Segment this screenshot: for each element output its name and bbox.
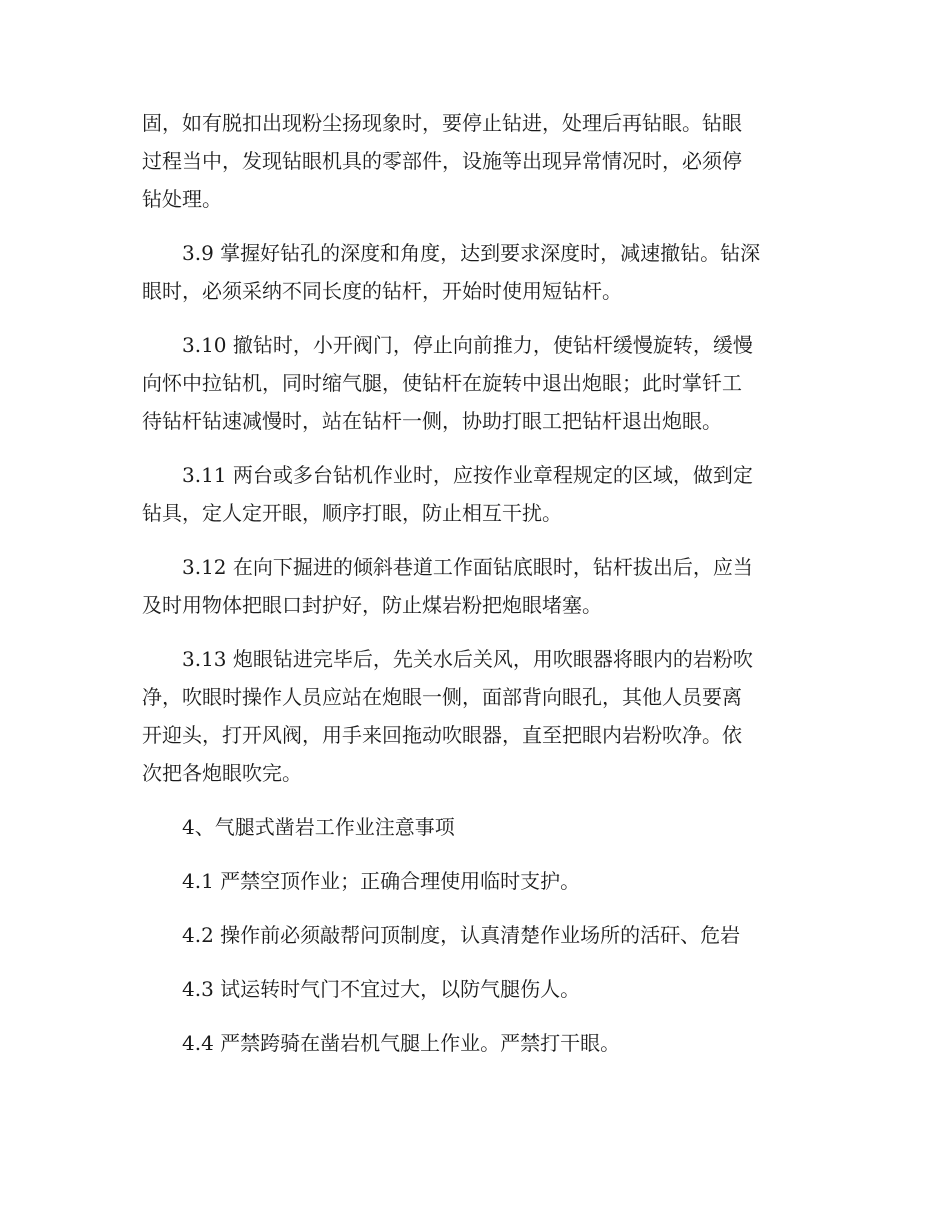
paragraph-3-10 xyxy=(142,326,812,440)
text-line: 及时用物体把眼口封护好，防止煤岩粉把炮眼堵塞。 xyxy=(142,593,602,617)
text-line: 4.4 严禁跨骑在凿岩机气腿上作业。严禁打干眼。 xyxy=(182,1031,621,1055)
text-line: 4.3 试运转时气门不宜过大，以防气腿伤人。 xyxy=(182,977,581,1001)
text-line: 眼时，必须采纳不同长度的钻杆，开始时使用短钻杆。 xyxy=(142,279,622,303)
paragraph-3-9 xyxy=(142,234,812,310)
text-line: 钻具，定人定开眼，顺序打眼，防止相互干扰。 xyxy=(142,501,562,525)
paragraph-3-13 xyxy=(142,640,812,792)
text-line: 次把各炮眼吹完。 xyxy=(142,761,302,785)
text-line: 净，吹眼时操作人员应站在炮眼一侧，面部背向眼孔，其他人员要离 xyxy=(142,685,742,709)
text-line: 4.1 严禁空顶作业；正确合理使用临时支护。 xyxy=(182,869,581,893)
text-line: 钻处理。 xyxy=(142,187,222,211)
text-line: 向怀中拉钻机，同时缩气腿，使钻杆在旋转中退出炮眼；此时掌钎工 xyxy=(142,371,742,395)
text-line: 3.12 在向下掘进的倾斜巷道工作面钻底眼时，钻杆拔出后，应当 xyxy=(182,555,753,579)
text-line: 4、气腿式凿岩工作业注意事项 xyxy=(182,815,455,839)
paragraph-4-4 xyxy=(142,1024,812,1062)
text-line: 3.11 两台或多台钻机作业时，应按作业章程规定的区域，做到定 xyxy=(182,463,753,487)
paragraph-3-12 xyxy=(142,548,812,624)
section-heading-4 xyxy=(142,808,812,846)
paragraph-4-2 xyxy=(142,916,812,954)
paragraph-continuation xyxy=(142,104,812,218)
text-line: 3.9 掌握好钻孔的深度和角度，达到要求深度时，减速撤钻。钻深 xyxy=(182,241,761,265)
text-line: 3.10 撤钻时，小开阀门，停止向前推力，使钻杆缓慢旋转，缓慢 xyxy=(182,333,753,357)
text-line: 固，如有脱扣出现粉尘扬现象时，要停止钻进，处理后再钻眼。钻眼 xyxy=(142,111,742,135)
document-body xyxy=(142,104,812,1078)
text-line: 开迎头，打开风阀，用手来回拖动吹眼器，直至把眼内岩粉吹净。依 xyxy=(142,723,742,747)
text-line: 待钻杆钻速减慢时，站在钻杆一侧，协助打眼工把钻杆退出炮眼。 xyxy=(142,409,722,433)
paragraph-4-3 xyxy=(142,970,812,1008)
paragraph-4-1 xyxy=(142,862,812,900)
paragraph-3-11 xyxy=(142,456,812,532)
text-line: 3.13 炮眼钻进完毕后，先关水后关风，用吹眼器将眼内的岩粉吹 xyxy=(182,647,753,671)
text-line: 4.2 操作前必须敲帮问顶制度，认真清楚作业场所的活矸、危岩 xyxy=(182,923,741,947)
text-line: 过程当中，发现钻眼机具的零部件，设施等出现异常情况时，必须停 xyxy=(142,149,742,173)
